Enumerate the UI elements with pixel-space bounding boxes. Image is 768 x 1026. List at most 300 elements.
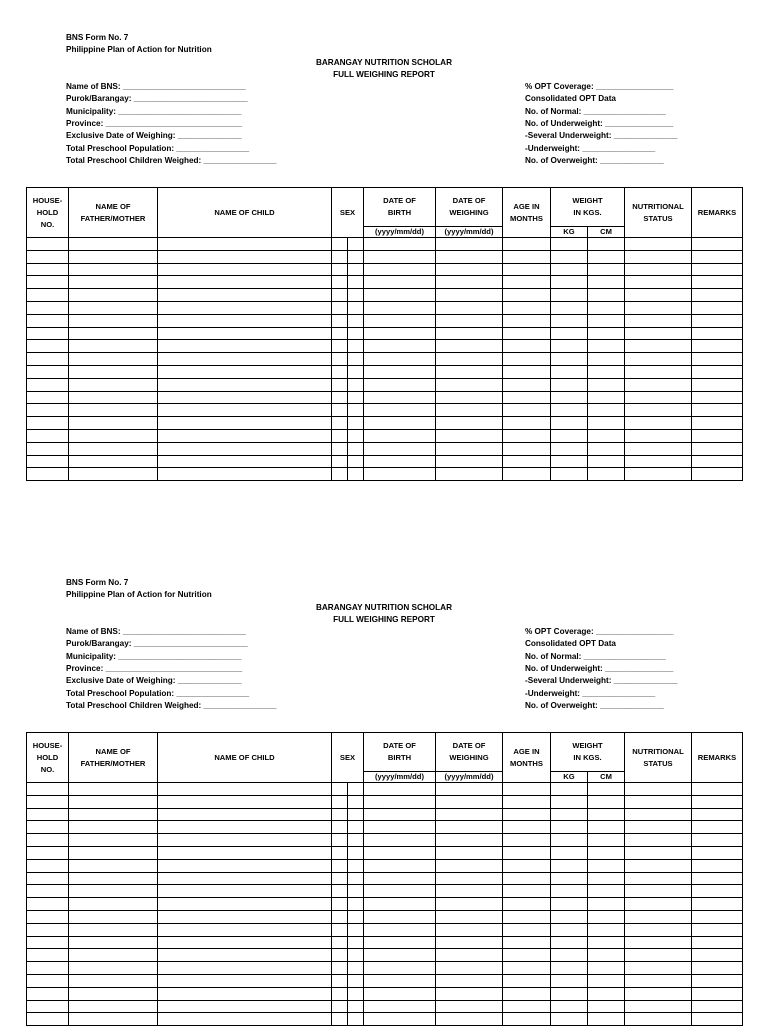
table-cell[interactable] (348, 263, 364, 276)
table-cell[interactable] (625, 340, 692, 353)
table-cell[interactable] (348, 429, 364, 442)
table-cell[interactable] (69, 936, 158, 949)
table-cell[interactable] (625, 859, 692, 872)
table-cell[interactable] (348, 846, 364, 859)
table-cell[interactable] (364, 898, 436, 911)
table-cell[interactable] (436, 949, 503, 962)
table-cell[interactable] (348, 250, 364, 263)
table-cell[interactable] (692, 885, 743, 898)
table-cell[interactable] (436, 429, 503, 442)
table-cell[interactable] (27, 808, 69, 821)
table-cell[interactable] (69, 949, 158, 962)
table-cell[interactable] (551, 455, 588, 468)
table-cell[interactable] (503, 455, 551, 468)
table-cell[interactable] (348, 404, 364, 417)
table-cell[interactable] (332, 808, 348, 821)
table-cell[interactable] (551, 974, 588, 987)
table-cell[interactable] (332, 468, 348, 481)
table-cell[interactable] (332, 821, 348, 834)
table-cell[interactable] (436, 859, 503, 872)
table-cell[interactable] (348, 314, 364, 327)
table-cell[interactable] (588, 974, 625, 987)
table-cell[interactable] (348, 885, 364, 898)
table-cell[interactable] (158, 962, 332, 975)
table-cell[interactable] (625, 365, 692, 378)
table-cell[interactable] (27, 936, 69, 949)
table-cell[interactable] (27, 846, 69, 859)
table-cell[interactable] (503, 795, 551, 808)
table-cell[interactable] (332, 949, 348, 962)
table-cell[interactable] (625, 872, 692, 885)
table-cell[interactable] (625, 846, 692, 859)
table-cell[interactable] (588, 378, 625, 391)
table-cell[interactable] (436, 404, 503, 417)
table-cell[interactable] (588, 365, 625, 378)
table-cell[interactable] (27, 378, 69, 391)
table-cell[interactable] (364, 340, 436, 353)
table-cell[interactable] (692, 962, 743, 975)
table-cell[interactable] (692, 910, 743, 923)
table-cell[interactable] (364, 327, 436, 340)
table-cell[interactable] (625, 949, 692, 962)
table-cell[interactable] (588, 846, 625, 859)
table-cell[interactable] (551, 378, 588, 391)
table-cell[interactable] (503, 429, 551, 442)
table-cell[interactable] (27, 250, 69, 263)
table-cell[interactable] (348, 301, 364, 314)
table-cell[interactable] (551, 898, 588, 911)
table-cell[interactable] (625, 429, 692, 442)
table-cell[interactable] (503, 987, 551, 1000)
table-cell[interactable] (588, 442, 625, 455)
table-cell[interactable] (158, 301, 332, 314)
table-cell[interactable] (69, 962, 158, 975)
table-cell[interactable] (27, 898, 69, 911)
table-cell[interactable] (503, 365, 551, 378)
table-cell[interactable] (588, 391, 625, 404)
table-cell[interactable] (625, 468, 692, 481)
table-cell[interactable] (69, 455, 158, 468)
table-cell[interactable] (588, 429, 625, 442)
table-cell[interactable] (436, 987, 503, 1000)
table-cell[interactable] (158, 327, 332, 340)
table-cell[interactable] (69, 898, 158, 911)
table-cell[interactable] (625, 974, 692, 987)
table-cell[interactable] (332, 872, 348, 885)
table-cell[interactable] (588, 468, 625, 481)
table-cell[interactable] (348, 808, 364, 821)
table-cell[interactable] (692, 987, 743, 1000)
table-cell[interactable] (158, 429, 332, 442)
table-cell[interactable] (551, 859, 588, 872)
table-cell[interactable] (348, 276, 364, 289)
table-cell[interactable] (436, 468, 503, 481)
table-cell[interactable] (158, 468, 332, 481)
table-cell[interactable] (364, 442, 436, 455)
table-cell[interactable] (27, 923, 69, 936)
table-cell[interactable] (27, 455, 69, 468)
table-cell[interactable] (27, 365, 69, 378)
table-cell[interactable] (332, 238, 348, 251)
table-cell[interactable] (503, 289, 551, 302)
table-cell[interactable] (551, 238, 588, 251)
table-cell[interactable] (588, 301, 625, 314)
table-cell[interactable] (348, 898, 364, 911)
table-cell[interactable] (625, 795, 692, 808)
table-cell[interactable] (551, 1000, 588, 1013)
table-cell[interactable] (692, 404, 743, 417)
table-cell[interactable] (588, 455, 625, 468)
table-cell[interactable] (348, 417, 364, 430)
table-cell[interactable] (503, 340, 551, 353)
table-cell[interactable] (588, 834, 625, 847)
table-cell[interactable] (348, 289, 364, 302)
table-cell[interactable] (348, 391, 364, 404)
table-cell[interactable] (27, 962, 69, 975)
table-cell[interactable] (69, 429, 158, 442)
table-cell[interactable] (692, 936, 743, 949)
table-cell[interactable] (158, 250, 332, 263)
table-cell[interactable] (436, 898, 503, 911)
table-cell[interactable] (551, 949, 588, 962)
table-cell[interactable] (27, 276, 69, 289)
table-cell[interactable] (69, 834, 158, 847)
table-cell[interactable] (588, 250, 625, 263)
table-cell[interactable] (692, 455, 743, 468)
table-cell[interactable] (364, 250, 436, 263)
table-cell[interactable] (69, 404, 158, 417)
table-cell[interactable] (436, 340, 503, 353)
table-cell[interactable] (158, 949, 332, 962)
table-cell[interactable] (332, 276, 348, 289)
table-cell[interactable] (436, 808, 503, 821)
table-cell[interactable] (588, 898, 625, 911)
table-cell[interactable] (27, 468, 69, 481)
table-cell[interactable] (69, 391, 158, 404)
table-cell[interactable] (551, 327, 588, 340)
table-cell[interactable] (27, 885, 69, 898)
table-cell[interactable] (436, 910, 503, 923)
table-cell[interactable] (158, 898, 332, 911)
table-cell[interactable] (625, 442, 692, 455)
table-cell[interactable] (332, 987, 348, 1000)
table-cell[interactable] (332, 834, 348, 847)
table-cell[interactable] (348, 795, 364, 808)
table-cell[interactable] (69, 340, 158, 353)
table-cell[interactable] (158, 987, 332, 1000)
table-cell[interactable] (27, 821, 69, 834)
table-cell[interactable] (348, 949, 364, 962)
table-cell[interactable] (588, 417, 625, 430)
table-cell[interactable] (588, 808, 625, 821)
table-cell[interactable] (436, 923, 503, 936)
table-cell[interactable] (692, 974, 743, 987)
table-cell[interactable] (364, 365, 436, 378)
table-cell[interactable] (332, 962, 348, 975)
table-cell[interactable] (69, 263, 158, 276)
table-cell[interactable] (27, 859, 69, 872)
table-cell[interactable] (364, 974, 436, 987)
table-cell[interactable] (158, 1000, 332, 1013)
table-cell[interactable] (551, 795, 588, 808)
table-cell[interactable] (348, 238, 364, 251)
table-cell[interactable] (158, 910, 332, 923)
table-cell[interactable] (503, 353, 551, 366)
table-cell[interactable] (588, 276, 625, 289)
table-cell[interactable] (27, 1000, 69, 1013)
table-cell[interactable] (364, 238, 436, 251)
table-cell[interactable] (588, 353, 625, 366)
table-cell[interactable] (625, 250, 692, 263)
table-cell[interactable] (332, 783, 348, 796)
table-cell[interactable] (27, 340, 69, 353)
table-cell[interactable] (692, 353, 743, 366)
table-cell[interactable] (332, 417, 348, 430)
table-cell[interactable] (551, 301, 588, 314)
table-cell[interactable] (625, 885, 692, 898)
table-cell[interactable] (364, 276, 436, 289)
table-cell[interactable] (588, 314, 625, 327)
table-cell[interactable] (332, 301, 348, 314)
table-cell[interactable] (588, 340, 625, 353)
table-cell[interactable] (348, 365, 364, 378)
table-cell[interactable] (348, 872, 364, 885)
table-cell[interactable] (503, 834, 551, 847)
table-cell[interactable] (588, 910, 625, 923)
table-cell[interactable] (158, 263, 332, 276)
table-cell[interactable] (551, 353, 588, 366)
table-cell[interactable] (69, 974, 158, 987)
table-cell[interactable] (588, 859, 625, 872)
table-cell[interactable] (364, 949, 436, 962)
table-cell[interactable] (625, 910, 692, 923)
table-cell[interactable] (332, 846, 348, 859)
table-cell[interactable] (332, 974, 348, 987)
table-cell[interactable] (551, 987, 588, 1000)
table-cell[interactable] (158, 974, 332, 987)
table-cell[interactable] (588, 885, 625, 898)
table-cell[interactable] (332, 353, 348, 366)
table-cell[interactable] (158, 872, 332, 885)
table-cell[interactable] (625, 238, 692, 251)
table-cell[interactable] (348, 834, 364, 847)
table-cell[interactable] (551, 808, 588, 821)
table-cell[interactable] (692, 923, 743, 936)
table-cell[interactable] (625, 314, 692, 327)
table-cell[interactable] (364, 391, 436, 404)
table-cell[interactable] (692, 898, 743, 911)
table-cell[interactable] (503, 885, 551, 898)
table-cell[interactable] (158, 885, 332, 898)
table-cell[interactable] (436, 442, 503, 455)
table-cell[interactable] (692, 846, 743, 859)
table-cell[interactable] (332, 1000, 348, 1013)
table-cell[interactable] (69, 808, 158, 821)
table-cell[interactable] (27, 910, 69, 923)
table-cell[interactable] (503, 923, 551, 936)
table-cell[interactable] (332, 263, 348, 276)
table-cell[interactable] (692, 276, 743, 289)
table-cell[interactable] (503, 936, 551, 949)
table-cell[interactable] (551, 885, 588, 898)
table-cell[interactable] (692, 417, 743, 430)
table-cell[interactable] (436, 795, 503, 808)
table-cell[interactable] (69, 289, 158, 302)
table-cell[interactable] (692, 301, 743, 314)
table-cell[interactable] (27, 301, 69, 314)
table-cell[interactable] (503, 949, 551, 962)
table-cell[interactable] (551, 936, 588, 949)
table-cell[interactable] (588, 923, 625, 936)
table-cell[interactable] (158, 238, 332, 251)
table-cell[interactable] (332, 404, 348, 417)
table-cell[interactable] (625, 289, 692, 302)
table-cell[interactable] (625, 808, 692, 821)
table-cell[interactable] (348, 442, 364, 455)
table-cell[interactable] (625, 455, 692, 468)
table-cell[interactable] (332, 936, 348, 949)
table-cell[interactable] (27, 974, 69, 987)
table-cell[interactable] (348, 821, 364, 834)
table-cell[interactable] (27, 417, 69, 430)
table-cell[interactable] (551, 468, 588, 481)
table-cell[interactable] (332, 340, 348, 353)
table-cell[interactable] (158, 821, 332, 834)
table-cell[interactable] (551, 442, 588, 455)
table-cell[interactable] (27, 314, 69, 327)
table-cell[interactable] (27, 404, 69, 417)
table-cell[interactable] (69, 442, 158, 455)
table-cell[interactable] (503, 846, 551, 859)
table-cell[interactable] (436, 250, 503, 263)
table-cell[interactable] (348, 923, 364, 936)
table-cell[interactable] (436, 1000, 503, 1013)
table-cell[interactable] (348, 974, 364, 987)
table-cell[interactable] (364, 301, 436, 314)
table-cell[interactable] (436, 289, 503, 302)
table-cell[interactable] (692, 429, 743, 442)
table-cell[interactable] (692, 391, 743, 404)
table-cell[interactable] (364, 936, 436, 949)
table-cell[interactable] (503, 404, 551, 417)
table-cell[interactable] (436, 263, 503, 276)
table-cell[interactable] (436, 455, 503, 468)
table-cell[interactable] (551, 391, 588, 404)
table-cell[interactable] (332, 885, 348, 898)
table-cell[interactable] (158, 455, 332, 468)
table-cell[interactable] (625, 353, 692, 366)
table-cell[interactable] (69, 276, 158, 289)
table-cell[interactable] (69, 378, 158, 391)
table-cell[interactable] (588, 783, 625, 796)
table-cell[interactable] (588, 327, 625, 340)
table-cell[interactable] (436, 962, 503, 975)
table-cell[interactable] (27, 949, 69, 962)
table-cell[interactable] (158, 936, 332, 949)
table-cell[interactable] (332, 289, 348, 302)
table-cell[interactable] (332, 795, 348, 808)
table-cell[interactable] (625, 263, 692, 276)
table-cell[interactable] (551, 872, 588, 885)
table-cell[interactable] (692, 289, 743, 302)
table-cell[interactable] (436, 238, 503, 251)
table-cell[interactable] (436, 783, 503, 796)
table-cell[interactable] (69, 795, 158, 808)
table-cell[interactable] (588, 949, 625, 962)
table-cell[interactable] (588, 1000, 625, 1013)
table-cell[interactable] (158, 834, 332, 847)
table-cell[interactable] (436, 353, 503, 366)
table-cell[interactable] (332, 250, 348, 263)
table-cell[interactable] (69, 301, 158, 314)
table-cell[interactable] (436, 885, 503, 898)
table-cell[interactable] (69, 821, 158, 834)
table-cell[interactable] (551, 276, 588, 289)
table-cell[interactable] (27, 795, 69, 808)
table-cell[interactable] (364, 468, 436, 481)
table-cell[interactable] (332, 442, 348, 455)
table-cell[interactable] (436, 846, 503, 859)
table-cell[interactable] (436, 301, 503, 314)
table-cell[interactable] (158, 353, 332, 366)
table-cell[interactable] (364, 923, 436, 936)
table-cell[interactable] (503, 808, 551, 821)
table-cell[interactable] (692, 327, 743, 340)
table-cell[interactable] (27, 429, 69, 442)
table-cell[interactable] (364, 417, 436, 430)
table-cell[interactable] (588, 263, 625, 276)
table-cell[interactable] (503, 263, 551, 276)
table-cell[interactable] (364, 289, 436, 302)
table-cell[interactable] (625, 378, 692, 391)
table-cell[interactable] (625, 404, 692, 417)
table-cell[interactable] (503, 250, 551, 263)
table-cell[interactable] (551, 365, 588, 378)
table-cell[interactable] (625, 936, 692, 949)
table-cell[interactable] (69, 910, 158, 923)
table-cell[interactable] (348, 783, 364, 796)
table-cell[interactable] (158, 289, 332, 302)
table-cell[interactable] (364, 783, 436, 796)
table-cell[interactable] (364, 834, 436, 847)
table-cell[interactable] (348, 340, 364, 353)
table-cell[interactable] (69, 885, 158, 898)
table-cell[interactable] (348, 936, 364, 949)
table-cell[interactable] (27, 442, 69, 455)
table-cell[interactable] (588, 987, 625, 1000)
table-cell[interactable] (588, 289, 625, 302)
table-cell[interactable] (551, 314, 588, 327)
table-cell[interactable] (27, 289, 69, 302)
table-cell[interactable] (158, 365, 332, 378)
table-cell[interactable] (503, 821, 551, 834)
table-cell[interactable] (364, 962, 436, 975)
table-cell[interactable] (503, 898, 551, 911)
table-cell[interactable] (69, 327, 158, 340)
table-cell[interactable] (625, 276, 692, 289)
table-cell[interactable] (27, 391, 69, 404)
table-cell[interactable] (588, 936, 625, 949)
table-cell[interactable] (27, 834, 69, 847)
table-cell[interactable] (503, 276, 551, 289)
table-cell[interactable] (503, 378, 551, 391)
table-cell[interactable] (69, 859, 158, 872)
table-cell[interactable] (503, 327, 551, 340)
table-cell[interactable] (551, 417, 588, 430)
table-cell[interactable] (27, 238, 69, 251)
table-cell[interactable] (625, 923, 692, 936)
table-cell[interactable] (588, 872, 625, 885)
